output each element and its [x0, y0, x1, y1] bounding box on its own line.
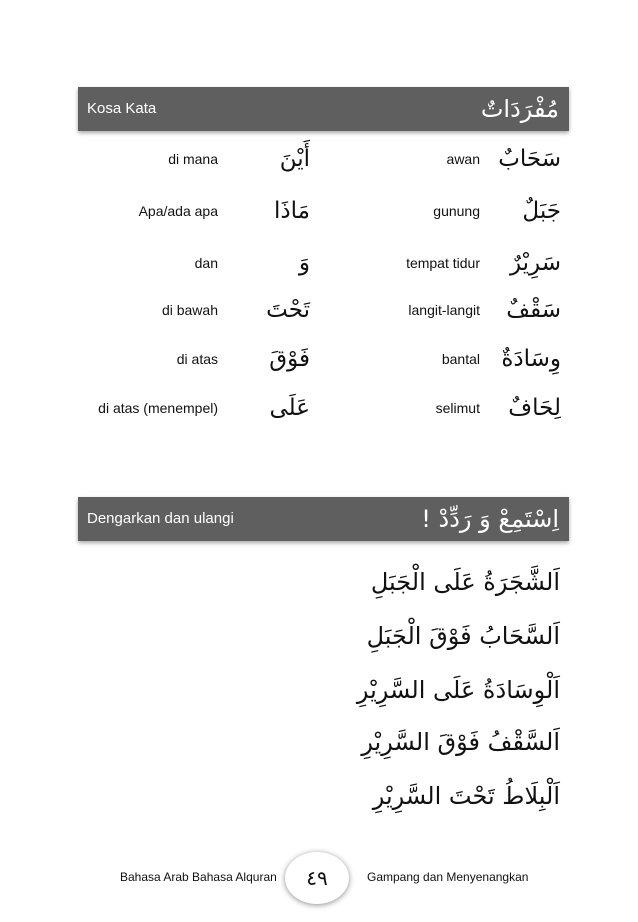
vocab-right-meaning: awan — [446, 151, 480, 167]
sentence-item: اَلشَّجَرَةُ عَلَى الْجَبَلِ — [370, 568, 560, 596]
vocab-right-meaning: langit-langit — [408, 302, 480, 318]
vocab-right-arabic: جَبَلٌ — [522, 198, 561, 224]
vocab-row — [0, 191, 638, 231]
vocab-right-arabic: سَرِيْرٌ — [509, 250, 561, 276]
vocab-right-arabic: سَقْفٌ — [506, 297, 561, 323]
vocab-left-meaning: di atas — [176, 351, 218, 367]
vocab-right-meaning: gunung — [433, 203, 480, 219]
vocab-right-arabic: سَحَابٌ — [498, 146, 561, 172]
vocab-header-title: Kosa Kata — [87, 100, 157, 117]
sentence-item: اَلسَّقْفُ فَوْقَ السَّرِيْرِ — [361, 728, 560, 756]
sentence-item: اَلْوِسَادَةُ عَلَى السَّرِيْرِ — [356, 676, 560, 704]
listen-header-arabic-title: اِسْتَمِعْ وَ رَدِّدْ ! — [421, 505, 559, 533]
vocab-left-meaning: Apa/ada apa — [138, 203, 218, 219]
footer-right-text: Gampang dan Menyenangkan — [367, 870, 529, 884]
vocab-row — [0, 290, 638, 330]
vocab-right-arabic: لِحَافٌ — [508, 395, 561, 421]
vocab-right-meaning: tempat tidur — [406, 255, 480, 271]
listen-header-banner — [78, 497, 569, 541]
vocab-left-meaning: di atas (menempel) — [98, 400, 218, 416]
sentence-item: اَلسَّحَابُ فَوْقَ الْجَبَلِ — [366, 622, 560, 650]
vocab-right-meaning: selimut — [435, 400, 480, 416]
page-number-badge: ٤٩ — [285, 852, 349, 904]
vocab-header-banner — [78, 87, 569, 131]
vocab-row — [0, 139, 638, 179]
vocab-row — [0, 339, 638, 379]
vocab-row — [0, 388, 638, 428]
vocab-right-arabic: وِسَادَةٌ — [501, 346, 561, 372]
footer-left-text: Bahasa Arab Bahasa Alquran — [120, 870, 277, 884]
sentence-item: اَلْبِلَاطُ تَحْتَ السَّرِيْرِ — [372, 782, 560, 810]
vocab-left-arabic: فَوْقَ — [269, 346, 310, 372]
vocab-left-meaning: di mana — [168, 151, 218, 167]
vocab-left-arabic: أَيْنَ — [279, 146, 310, 172]
vocab-right-meaning: bantal — [441, 351, 480, 367]
vocab-left-meaning: di bawah — [161, 302, 218, 318]
vocab-left-arabic: مَاذَا — [274, 198, 310, 224]
listen-header-title: Dengarkan dan ulangi — [87, 510, 234, 527]
vocab-left-meaning: dan — [194, 255, 218, 271]
vocab-header-arabic-title: مُفْرَدَاتٌ — [480, 95, 559, 123]
vocab-left-arabic: عَلَى — [269, 395, 310, 421]
vocab-row — [0, 243, 638, 283]
vocab-left-arabic: وَ — [298, 250, 310, 276]
vocab-left-arabic: تَحْتَ — [266, 297, 310, 323]
